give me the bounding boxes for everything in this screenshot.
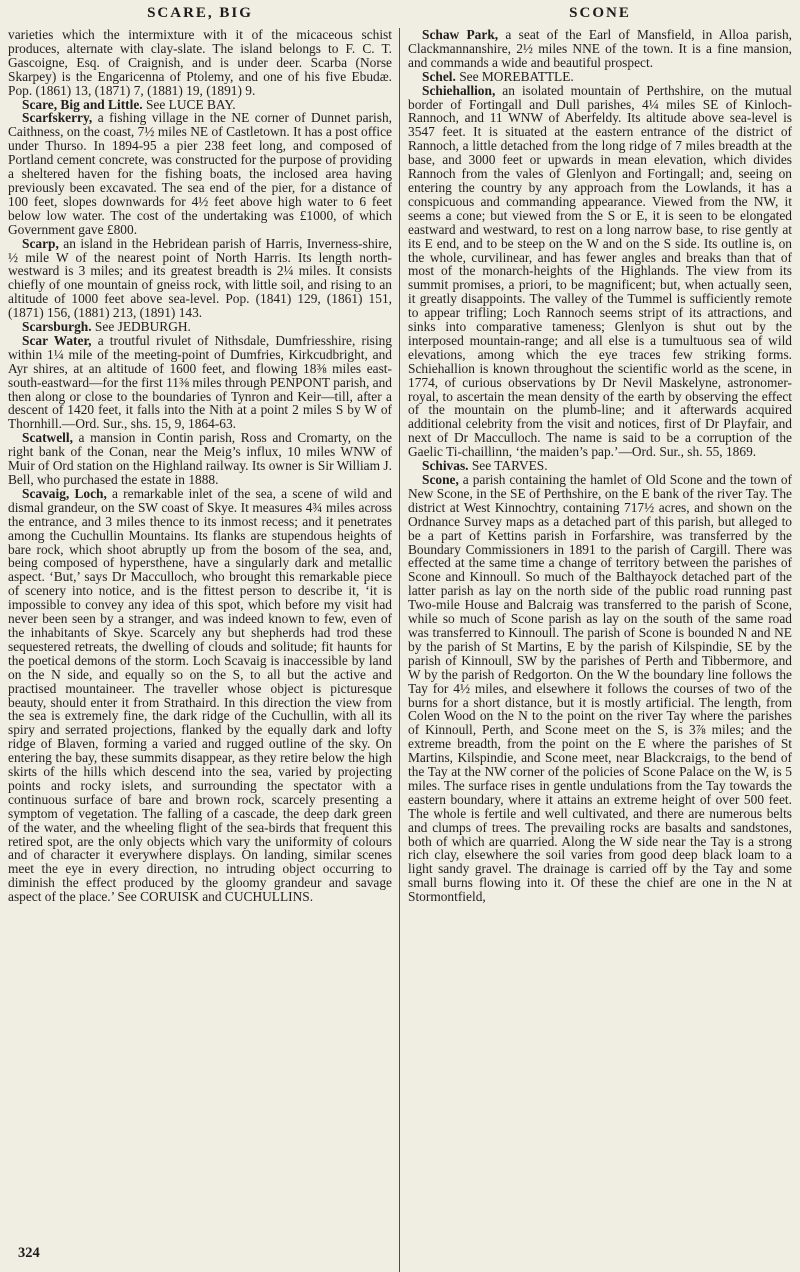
entry-text: See MOREBATTLE. bbox=[455, 68, 574, 84]
entry-term: Scarp, bbox=[22, 235, 59, 251]
entry-text: See JEDBURGH. bbox=[91, 319, 191, 335]
entry-paragraph bbox=[8, 28, 392, 98]
entry-term: Scarsburgh. bbox=[22, 319, 92, 335]
entry-term: Schaw Park, bbox=[422, 28, 499, 42]
entry-paragraph bbox=[8, 111, 392, 236]
entry-paragraph bbox=[408, 473, 792, 904]
entry-paragraph bbox=[408, 459, 792, 473]
entry-paragraph bbox=[8, 334, 392, 431]
entry-term: Scatwell, bbox=[22, 430, 73, 446]
text-columns bbox=[8, 28, 794, 1272]
entry-text: a fishing village in the NE corner of Dunnet parish, Caithness, on the coast, 7½ miles NE of Castletown. It has a post office under Thurso. In 1894-95 a pier 238 feet long, and composed of Portland cement concrete, was constructed for the purpose of providing a sheltered haven for the fishing boats, the inclosed area having previously been excavated. The sea end of the pier, for a distance of 100 feet, slopes downwards for 4½ feet above high water to 6 feet below low water. The cost of the undertaking was £1000, of which Government gave £800. bbox=[8, 110, 392, 237]
entry-paragraph bbox=[8, 487, 392, 904]
entry-text: an island in the Hebridean parish of Harris, Inverness-shire, ½ mile W of the nearest point of North Harris. Its length north-westward is 3 miles; and its greatest breadth is 2¼ miles. It consists chiefly of one mountain of gneiss rock, with little soil, and rising to an altitude of 1000 feet above sea-level. Pop. (1841) 129, (1861) 151, (1871) 156, (1881) 213, (1891) 143. bbox=[8, 235, 392, 321]
entry-term: Scavaig, Loch, bbox=[22, 485, 107, 501]
entry-paragraph bbox=[8, 237, 392, 320]
entry-text: an isolated mountain of Perthshire, on the mutual border of Fortingall and Dull parishes, 4¼ miles SE of Kinloch-Rannoch, and 11 WNW of Aberfeldy. Its altitude above sea-level is 3547 feet. It is situated at the eastern entrance of the district of Rannoch, a little detached from the long ridge of 7 miles breadth at the base, and 3000 feet or upwards in mean elevation, which divides Rannoch from the vales of Glenlyon and Fortingall; and, seeing on entering the country by any approach from the Lowlands, it has a conspicuous and commanding appearance. Viewed from the NW, it seems a cone; but viewed from the S or E, it is seen to be elongated eastward and westward, to rest on a long narrow base, to rise gently at its E end, and to be steep on the W and on the S side. Its outline is, on the whole, curvilinear, and has fewer angles and breaks than that of most of the monarch-heights of the Highlands. The view from its summit promises, a priori, to be magnificent; but, when actually seen, it greatly disappoints. The valley of the Tummel is sufficiently remote to appear trifling; Loch Rannoch seems stript of its attractions, and sinks into comparative tameness; Glenlyon is shut out by the interposed mountain-range; and all else is a tumultuous sea of wild elevations, among which the eye traces few striking forms. Schiehallion is known throughout the scientific world as the scene, in 1774, of curious observations by Dr Nevil Maskelyne, astronomer-royal, to ascertain the mean density of the earth by observing the effect of the mountain on the plumb-line; and it afterwards acquired additional celebrity from the visit and notices, first of Dr Playfair, and next of Dr Macculloch. The name is said to be a corruption of the Gaelic Ti-chaillinn, ‘the maiden’s pap.’—Ord. Sur., sh. 55, 1869. bbox=[408, 82, 792, 460]
entry-paragraph bbox=[408, 28, 792, 70]
entry-text: a remarkable inlet of the sea, a scene of wild and dismal grandeur, on the SW coast of Skye. It measures 4¾ miles across the entrance, and 3 miles thence to its inmost recess; and it penetrates among the Cuchullin Mountains. Its flanks are stupendous heights of bare rock, which shoot abruptly up from the bosom of the sea, and, being composed of hypersthene, have a singularly dark and metallic aspect. ‘But,’ says Dr Macculloch, who brought this remarkable piece of scenery into notice, and is the fittest person to describe it, ‘it is impossible to convey any idea of this spot, which before my visit had never been seen by a stranger, and was indeed known to few, even of the inhabitants of Skye. Scarcely any but shepherds had trod these sequestered retreats, the dwelling of clouds and solitude; fit haunts for the poetical demons of the storm. Loch Scavaig is inaccessible by land on the N side, and equally so on the S, to all but the active and practised mountaineer. The traveller whose object is picturesque beauty, should enter it from Strathaird. In this direction the view from the sea is extremely fine, the dark ridge of the Cuchullin, with all its spiry and serrated projections, flanked by the equally dark and lofty ridge of Blaven, forming a varied and rugged outline of the sky. On entering the bay, these summits disappear, as they retire below the high skirts of the hills which descend into the sea, varied by projecting points and rocky islets, and surrounding the spectator with a continuous surface of bare and brown rock, scarcely presenting a symptom of vegetation. The falling of a cascade, the deep dark green of the water, and the wheeling flight of the sea-birds that frequent this retired spot, are the only objects which vary the uniformity of colours and of character it everywhere displays. On landing, similar scenes meet the eye in every direction, no intruding object occurring to diminish the effect produced by the gloomy grandeur and savage aspect of the place.’ See CORUISK and CUCHULLINS. bbox=[8, 485, 392, 905]
entry-text: See LUCE BAY. bbox=[142, 96, 236, 112]
entry-paragraph bbox=[8, 320, 392, 334]
entry-term: Scare, Big and Little. bbox=[22, 96, 143, 112]
column-right bbox=[400, 28, 792, 1272]
entry-text: a parish containing the hamlet of Old Scone and the town of New Scone, in the SE of Perthshire, on the E bank of the river Tay. The district at West Kinnochtry, containing 717½ acres, and shown on the Ordnance Survey maps as a detached part of this parish, but alleged to be a part of Kettins parish in Forfarshire, was transferred by the Boundary Commissioners in 1891 to the parish of Cargill. There was effected at the same time a change of territory between the parishes of Scone and Kinnoull. So much of the Balthayock detached part of the latter parish as lay on the north side of the public road running past Two-mile House and Balcraig was transferred to the parish of Scone, while so much of Scone parish as lay on the south of the same road was transferred to Kinnoull. The parish of Scone is bounded N and NE by the parish of St Martins, E by the parish of Kilspindie, SE by the parish of Kinnoull, SW by the parishes of Perth and Tibbermore, and W by the parish of Redgorton. On the W the boundary line follows the Tay for 4½ miles, and elsewhere it follows the courses of two of the burns for a short distance, but it is mostly artificial. The length, from Colen Wood on the N to the point on the river Tay where the parishes of Kinnoull, Perth, and Scone meet on the S, is 3⅞ miles; and the extreme breadth, from the point on the E where the parishes of St Martins, Kilspindie, and Scone meet, near Blackcraigs, to the bend of the Tay at the NW corner of the policies of Scone Palace on the W, is 5 miles. The surface rises in gentle undulations from the Tay towards the eastern boundary, where it attains an extreme height of over 500 feet. The whole is fertile and well cultivated, and there are numerous belts and clumps of trees. The prevailing rocks are basalts and sandstones, both of which are quarried. Along the W side near the Tay is a strong rich clay, elsewhere the soil varies from good deep black loam to a light sandy gravel. The drainage is carried off by the Tay and some small burns flowing into it. Of these the chief are one in the N at Stormontfield, bbox=[408, 472, 792, 905]
entry-text: a troutful rivulet of Nithsdale, Dumfriesshire, rising within 1¼ mile of the meeting-point of Dumfries, Kirkcudbright, and Ayr shires, at an altitude of 1600 feet, and flowing 18⅜ miles east-south-eastward—for the first 11⅜ miles through PENPONT parish, and then along or close to the boundaries of Tynron and Keir—till, after a descent of 1420 feet, it falls into the Nith at a point 2 miles S by W of Thornhill.—Ord. Sur., shs. 15, 9, 1864-63. bbox=[8, 332, 393, 432]
entry-term: Schiehallion, bbox=[422, 82, 496, 98]
running-head-left: SCARE, BIG bbox=[147, 5, 253, 21]
entry-term: Schivas. bbox=[422, 458, 469, 474]
entry-text: a mansion in Contin parish, Ross and Cromarty, on the right bank of the Conan, near the Meig’s influx, 10 miles WNW of Muir of Ord station on the Highland railway. Its owner is Sir William J. Bell, who purchased the estate in 1888. bbox=[8, 430, 392, 487]
running-head-right: SCONE bbox=[569, 5, 631, 21]
entry-term: Scarfskerry, bbox=[22, 110, 93, 126]
entry-paragraph bbox=[408, 84, 792, 459]
entry-term: Scar Water, bbox=[22, 332, 92, 348]
entry-text: varieties which the intermixture with it of the micaceous schist produces, alternate with clay-slate. The island belongs to F. C. T. Gascoigne, Esq. of Craignish, and is under deer. Scarba (Norse Skarpey) is the Engaricenna of Ptolemy, and one of his five Ebudæ. Pop. (1861) 13, (1871) 7, (1881) 19, (1891) 9. bbox=[8, 28, 392, 98]
page-number: 324 bbox=[18, 1245, 40, 1261]
running-head bbox=[0, 5, 800, 22]
entry-paragraph bbox=[8, 98, 392, 112]
entry-text: See TARVES. bbox=[468, 458, 548, 474]
entry-text: a seat of the Earl of Mansfield, in Alloa parish, Clackmannanshire, 2½ miles NNE of the town. It is a fine mansion, and commands a wide and beautiful prospect. bbox=[408, 28, 792, 70]
column-left bbox=[8, 28, 399, 1272]
entry-paragraph bbox=[8, 431, 392, 487]
entry-term: Scone, bbox=[422, 472, 459, 487]
entry-term: Schel. bbox=[422, 68, 456, 84]
entry-paragraph bbox=[408, 70, 792, 84]
